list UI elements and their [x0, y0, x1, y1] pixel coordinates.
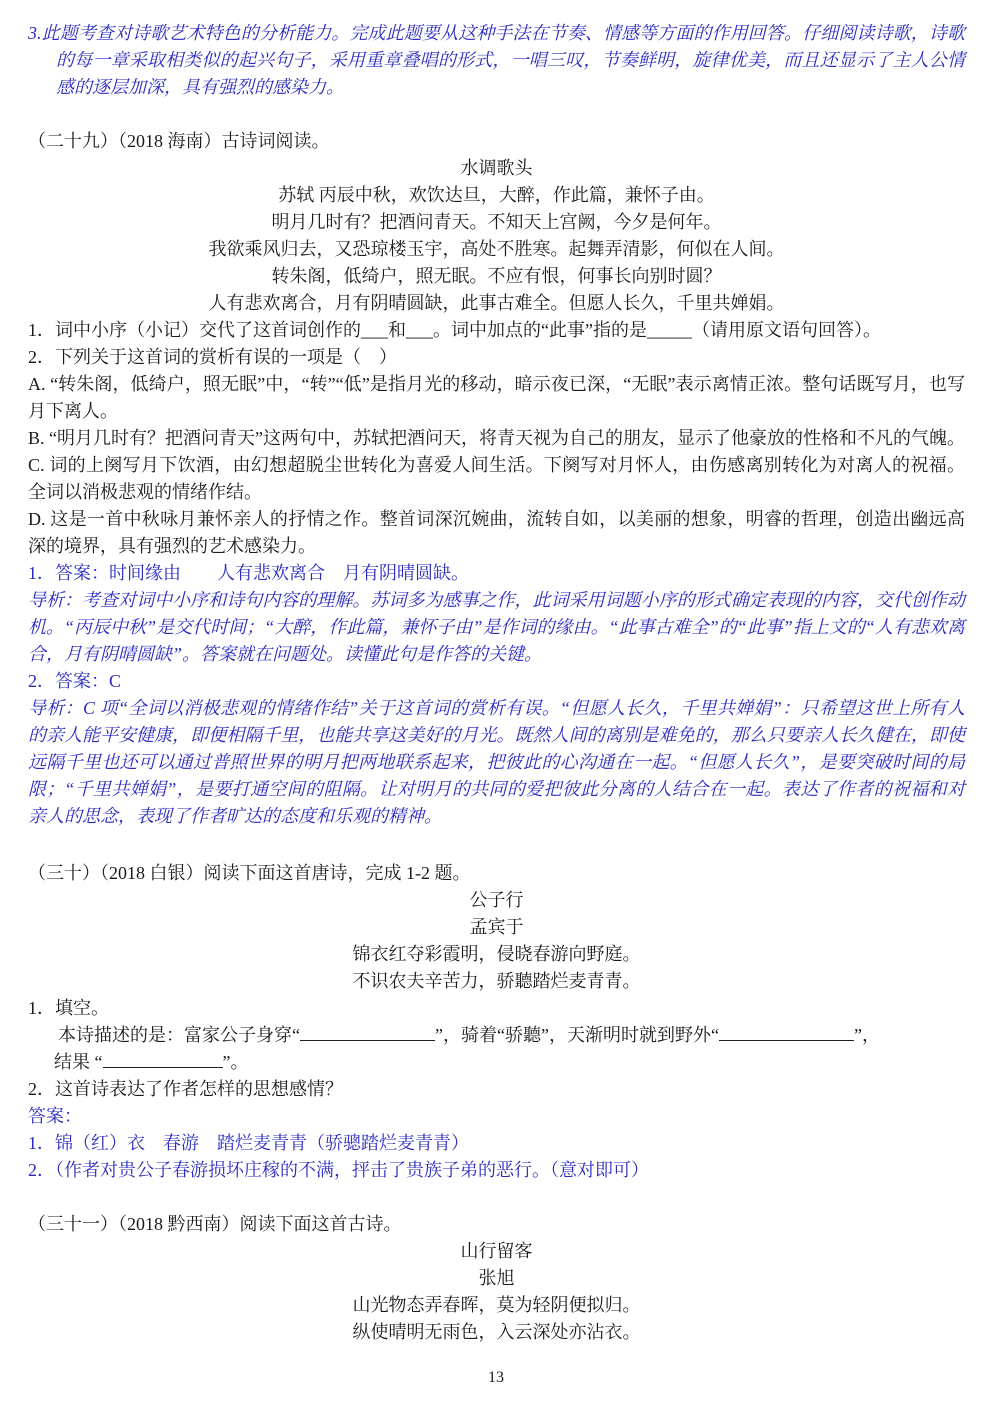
section31-poem-title: 山行留客 — [460, 1241, 533, 1261]
section30-fill-line-1 — [28, 1022, 965, 1049]
poem-line: 明月几时有？把酒问青天。不知天上宫阙，今夕是何年。 — [271, 212, 722, 232]
section29-answer-2: 2．答案：C — [28, 671, 122, 691]
page-number: 13 — [488, 1369, 504, 1386]
fill-text: 结果 “ — [54, 1052, 103, 1072]
section29-option-a: A. “转朱阁，低绮户，照无眠”中，“转”“低”是指月光的移动，暗示夜已深，“无眠”表示离情正浓。整句话既写月，也写月下离人。 — [28, 374, 965, 421]
section30-question-1-label: 1．填空。 — [28, 998, 109, 1018]
section29-question-1: 1．词中小序（小记）交代了这首词创作的___和___。词中加点的“此事”指的是_____（请用原文语句回答）。 — [28, 320, 881, 340]
poem-line: 人有悲欢离合，月有阴晴圆缺，此事古难全。但愿人长久，千里共婵娟。 — [208, 293, 785, 313]
fill-blank-1 — [300, 1025, 435, 1041]
section29-option-b: B. “明月几时有？把酒问青天”这两句中，苏轼把酒问天，将青天视为自己的朋友，显示了他豪放的性格和不凡的气魄。 — [28, 428, 965, 448]
poem-line: 锦衣红夺彩霞明，侵晓春游向野庭。 — [352, 944, 641, 964]
section29-analysis-2: 导析：C 项“全词以消极悲观的情绪作结”关于这首词的赏析有误。“但愿人长久，千里共婵娟”：只希望这世上所有人的亲人能平安健康，即便相隔千里，也能共享这美好的月光。既然人间的离别是难免的，那么只要亲人长久健在，即使远隔千里也还可以通过普照世界的明月把两地联系起来，把彼此的心沟通在一起。“但愿人长久”，是要突破时间的局限；“千里共婵娟”，是要打通空间的阻隔。让对明月的共同的爱把彼此分离的人结合在一起。表达了作者的祝福和对亲人的思念，表现了作者旷达的态度和乐观的精神。 — [28, 698, 965, 826]
fill-text: ”， — [853, 1025, 880, 1045]
spacer — [28, 1184, 965, 1211]
intro-note: 3.此题考查对诗歌艺术特色的分析能力。完成此题要从这种手法在节奏、情感等方面的作用回答。仔细阅读诗歌，诗歌的每一章采取相类似的起兴句子，采用重章叠唱的形式，一唱三叹，节奏鲜明，旋律优美，而且还显示了主人公情感的逐层加深，具有强烈的感染力。 — [28, 23, 965, 97]
poem-line: 苏轼 丙辰中秋，欢饮达旦，大醉，作此篇，兼怀子由。 — [278, 185, 715, 205]
section30-poem-author: 孟宾于 — [469, 917, 524, 937]
section29-poem-title: 水调歌头 — [460, 158, 533, 178]
section31-poem-author: 张旭 — [478, 1268, 515, 1288]
poem-line: 转朱阁，低绮户，照无眠。不应有恨，何事长向别时圆？ — [271, 266, 722, 286]
poem-line: 我欲乘风归去，又恐琼楼玉宇，高处不胜寒。起舞弄清影，何似在人间。 — [208, 239, 785, 259]
section29-heading: （二十九）（2018 海南）古诗词阅读。 — [28, 131, 330, 151]
fill-text: ”。 — [222, 1052, 249, 1072]
section30-question-2: 2．这首诗表达了作者怎样的思想感情？ — [28, 1079, 343, 1099]
section30-heading: （三十）（2018 白银）阅读下面这首唐诗，完成 1-2 题。 — [28, 863, 471, 883]
section29-answer-1: 1．答案：时间缘由 人有悲欢离合 月有阴晴圆缺。 — [28, 563, 469, 583]
fill-blank-2 — [719, 1025, 854, 1041]
fill-blank-3 — [103, 1052, 223, 1068]
section29-option-c: C. 词的上阕写月下饮酒，由幻想超脱尘世转化为喜爱人间生活。下阕写对月怀人，由伤感离别转化为对离人的祝福。全词以消极悲观的情绪作结。 — [28, 455, 965, 502]
fill-text: ”，骑着“骄聽”，天渐明时就到野外“ — [435, 1025, 719, 1045]
poem-line: 纵使晴明无雨色，入云深处亦沾衣。 — [352, 1322, 641, 1342]
section29-analysis-1: 导析：考查对词中小序和诗句内容的理解。苏词多为感事之作，此词采用词题小序的形式确定表现的内容，交代创作动机。“丙辰中秋”是交代时间；“大醉，作此篇，兼怀子由”是作词的缘由。“此事古难全”的“此事”指上文的“人有悲欢离合，月有阴晴圆缺”。答案就在问题处。读懂此句是作答的关键。 — [28, 590, 965, 664]
section29-option-d: D. 这是一首中秋咏月兼怀亲人的抒情之作。整首词深沉婉曲，流转自如，以美丽的想象，明睿的哲理，创造出幽远高深的境界，具有强烈的艺术感染力。 — [28, 509, 965, 556]
section30-fill-line-2 — [28, 1049, 965, 1076]
section30-answer-1: 1．锦（红）衣 春游 踏烂麦青青（骄骢踏烂麦青青） — [28, 1133, 469, 1153]
spacer — [28, 101, 965, 128]
poem-line: 山光物态弄春晖，莫为轻阴便拟归。 — [352, 1295, 641, 1315]
spacer — [28, 830, 965, 860]
section30-answers-label: 答案： — [28, 1106, 82, 1126]
poem-line: 不识农夫辛苦力，骄聽踏烂麦青青。 — [352, 971, 641, 991]
section29-question-2: 2．下列关于这首词的赏析有误的一项是（ ） — [28, 347, 397, 367]
section30-poem-title: 公子行 — [469, 890, 524, 910]
section30-answer-2: 2．（作者对贵公子春游损坏庄稼的不满，抨击了贵族子弟的恶行。（意对即可） — [28, 1160, 649, 1180]
section31-heading: （三十一）（2018 黔西南）阅读下面这首古诗。 — [28, 1214, 402, 1234]
fill-text: 本诗描述的是：富家公子身穿“ — [58, 1025, 300, 1045]
